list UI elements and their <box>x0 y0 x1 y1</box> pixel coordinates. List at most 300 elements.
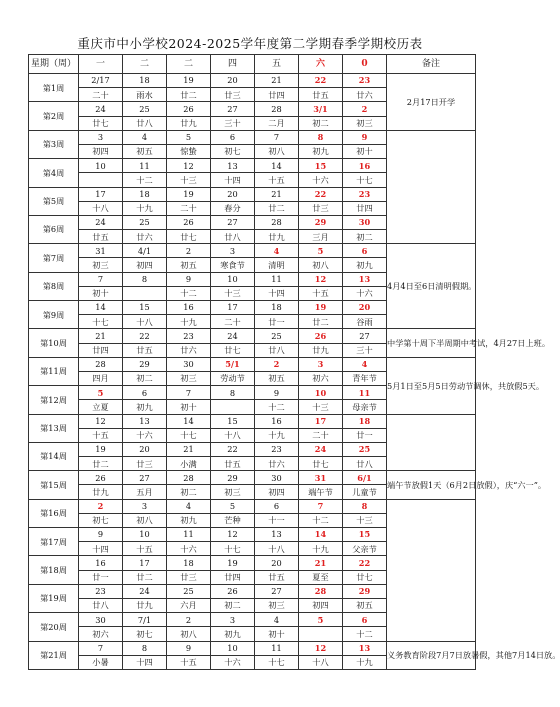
lunar-date: 十二 <box>123 173 167 187</box>
day-date: 13 <box>211 159 255 173</box>
day-date: 17 <box>211 301 255 315</box>
day-date: 6 <box>343 613 387 627</box>
day-date: 3 <box>299 357 343 371</box>
day-date: 19 <box>299 301 343 315</box>
day-date: 24 <box>79 215 123 229</box>
lunar-date: 六月 <box>167 598 211 612</box>
note-cell: 2月17日开学 <box>387 74 476 131</box>
lunar-date: 廿九 <box>123 598 167 612</box>
day-date: 26 <box>299 329 343 343</box>
lunar-date: 廿七 <box>79 116 123 130</box>
day-date: 6 <box>343 244 387 258</box>
lunar-date: 十六 <box>299 173 343 187</box>
day-date: 3/1 <box>299 102 343 116</box>
lunar-date: 初九 <box>167 513 211 527</box>
week-label: 第12周 <box>29 386 79 414</box>
lunar-date: 初八 <box>123 513 167 527</box>
day-date: 22 <box>299 187 343 201</box>
day-date: 21 <box>255 187 299 201</box>
day-date: 26 <box>167 102 211 116</box>
lunar-date: 十九 <box>299 542 343 556</box>
day-date: 11 <box>255 641 299 655</box>
day-date: 15 <box>123 301 167 315</box>
day-date: 9 <box>167 272 211 286</box>
lunar-date: 廿四 <box>79 343 123 357</box>
day-date: 28 <box>255 215 299 229</box>
week-label: 第17周 <box>29 528 79 556</box>
lunar-date: 三月 <box>299 230 343 244</box>
day-date: 27 <box>255 584 299 598</box>
day-date: 15 <box>343 528 387 542</box>
lunar-date: 父亲节 <box>343 542 387 556</box>
week-label: 第6周 <box>29 215 79 243</box>
day-date: 19 <box>79 442 123 456</box>
week-label: 第19周 <box>29 584 79 612</box>
day-date: 19 <box>211 556 255 570</box>
lunar-date: 初五 <box>123 144 167 158</box>
day-date: 23 <box>343 74 387 88</box>
week-label: 第5周 <box>29 187 79 215</box>
week-row-dates <box>29 414 476 428</box>
day-date: 10 <box>211 641 255 655</box>
day-date: 9 <box>167 641 211 655</box>
day-date: 23 <box>79 584 123 598</box>
lunar-date: 初七 <box>79 513 123 527</box>
lunar-date: 儿童节 <box>343 485 387 499</box>
lunar-date: 二十 <box>167 201 211 215</box>
week-label: 第9周 <box>29 301 79 329</box>
lunar-date: 初三 <box>343 116 387 130</box>
day-date: 27 <box>211 215 255 229</box>
week-row-dates <box>29 130 476 144</box>
day-date: 23 <box>255 442 299 456</box>
lunar-date: 初七 <box>123 627 167 641</box>
lunar-date: 寒食节 <box>211 258 255 272</box>
day-date: 15 <box>299 159 343 173</box>
lunar-date: 廿四 <box>255 88 299 102</box>
lunar-date: 廿六 <box>343 88 387 102</box>
lunar-date: 劳动节 <box>211 371 255 385</box>
day-date: 21 <box>255 74 299 88</box>
day-date: 8 <box>211 386 255 400</box>
page-title: 重庆市中小学校2024-2025学年度第二学期春季学期校历表 <box>77 36 423 51</box>
lunar-date: 十八 <box>123 315 167 329</box>
day-date: 12 <box>299 641 343 655</box>
day-date: 18 <box>123 74 167 88</box>
day-date: 4 <box>255 613 299 627</box>
day-date: 18 <box>167 556 211 570</box>
header-thu: 四 <box>211 55 255 74</box>
school-calendar-table <box>28 54 560 670</box>
lunar-date: 十四 <box>123 655 167 669</box>
week-label: 第18周 <box>29 556 79 584</box>
day-date: 16 <box>167 301 211 315</box>
week-row-dates <box>29 357 476 371</box>
day-date: 21 <box>167 442 211 456</box>
day-date: 4 <box>167 499 211 513</box>
week-row-dates <box>29 499 476 513</box>
lunar-date: 廿七 <box>211 343 255 357</box>
day-date: 5/1 <box>211 357 255 371</box>
day-date: 23 <box>167 329 211 343</box>
day-date: 27 <box>343 329 387 343</box>
day-date: 6 <box>211 130 255 144</box>
header-wed: 二 <box>167 55 211 74</box>
day-date: 9 <box>343 130 387 144</box>
day-date: 18 <box>123 187 167 201</box>
day-date: 27 <box>123 471 167 485</box>
day-date: 22 <box>123 329 167 343</box>
lunar-date: 三十 <box>343 343 387 357</box>
lunar-date: 廿七 <box>343 570 387 584</box>
week-label: 第1周 <box>29 74 79 102</box>
day-date: 5 <box>167 130 211 144</box>
lunar-date: 三十 <box>211 116 255 130</box>
day-date: 7 <box>167 386 211 400</box>
day-date: 21 <box>299 556 343 570</box>
day-date: 4/1 <box>123 244 167 258</box>
day-date: 9 <box>79 528 123 542</box>
lunar-date: 廿二 <box>255 201 299 215</box>
day-date: 10 <box>299 386 343 400</box>
lunar-date: 十八 <box>299 655 343 669</box>
lunar-date: 谷雨 <box>343 315 387 329</box>
day-date: 15 <box>211 414 255 428</box>
day-date: 2 <box>79 499 123 513</box>
day-date: 14 <box>79 301 123 315</box>
day-date: 11 <box>123 159 167 173</box>
day-date: 4 <box>123 130 167 144</box>
day-date: 11 <box>343 386 387 400</box>
note-cell: 5月1日至5月5日劳动节调休，共放假5天。 <box>387 357 476 414</box>
note-cell <box>387 499 476 641</box>
lunar-date: 十六 <box>167 542 211 556</box>
lunar-date: 十七 <box>167 428 211 442</box>
lunar-date: 廿四 <box>343 201 387 215</box>
note-cell: 4月4日至6日清明假期。 <box>387 244 476 329</box>
day-date: 25 <box>123 215 167 229</box>
lunar-date: 十七 <box>343 173 387 187</box>
day-date: 29 <box>211 471 255 485</box>
day-date: 20 <box>343 301 387 315</box>
lunar-date: 廿九 <box>299 343 343 357</box>
day-date: 22 <box>211 442 255 456</box>
lunar-date: 十八 <box>211 428 255 442</box>
lunar-date: 十七 <box>79 315 123 329</box>
week-label: 第15周 <box>29 471 79 499</box>
day-date: 13 <box>343 641 387 655</box>
lunar-date: 十四 <box>79 542 123 556</box>
day-date: 27 <box>211 102 255 116</box>
lunar-date: 廿五 <box>299 88 343 102</box>
lunar-date: 廿五 <box>255 570 299 584</box>
lunar-date: 初十 <box>255 627 299 641</box>
lunar-date: 初三 <box>255 598 299 612</box>
note-cell: 中学第十周下半周期中考试，4月27日上班。 <box>387 329 476 357</box>
day-date: 29 <box>299 215 343 229</box>
day-date: 10 <box>211 272 255 286</box>
lunar-date: 初三 <box>79 258 123 272</box>
day-date: 22 <box>299 74 343 88</box>
day-date: 10 <box>79 159 123 173</box>
day-date: 20 <box>255 556 299 570</box>
header-sat: 六 <box>299 55 343 74</box>
day-date: 2 <box>167 244 211 258</box>
day-date: 10 <box>123 528 167 542</box>
lunar-date: 廿二 <box>123 570 167 584</box>
day-date: 24 <box>123 584 167 598</box>
day-date: 30 <box>255 471 299 485</box>
day-date: 18 <box>343 414 387 428</box>
week-label: 第4周 <box>29 159 79 187</box>
day-date: 28 <box>167 471 211 485</box>
lunar-date: 十九 <box>167 315 211 329</box>
week-label: 第3周 <box>29 130 79 158</box>
lunar-date: 十五 <box>299 286 343 300</box>
lunar-date: 夏至 <box>299 570 343 584</box>
day-date: 7/1 <box>123 613 167 627</box>
lunar-date: 十一 <box>255 513 299 527</box>
lunar-date: 二月 <box>255 116 299 130</box>
lunar-date: 廿五 <box>79 230 123 244</box>
day-date: 8 <box>299 130 343 144</box>
lunar-date: 廿三 <box>299 201 343 215</box>
day-date: 7 <box>79 641 123 655</box>
lunar-date: 十五 <box>123 542 167 556</box>
week-label: 第11周 <box>29 357 79 385</box>
lunar-date: 廿一 <box>255 315 299 329</box>
lunar-date: 初八 <box>167 627 211 641</box>
day-date: 16 <box>255 414 299 428</box>
lunar-date: 初九 <box>299 144 343 158</box>
lunar-date: 十九 <box>255 428 299 442</box>
lunar-date: 小满 <box>167 457 211 471</box>
day-date: 7 <box>255 130 299 144</box>
week-label: 第16周 <box>29 499 79 527</box>
day-date: 8 <box>123 641 167 655</box>
day-date: 30 <box>79 613 123 627</box>
lunar-date: 廿六 <box>123 230 167 244</box>
day-date: 25 <box>255 329 299 343</box>
lunar-date: 四月 <box>79 371 123 385</box>
day-date: 26 <box>167 215 211 229</box>
lunar-date: 十八 <box>79 201 123 215</box>
lunar-date: 廿八 <box>211 230 255 244</box>
header-week: 星期（周） <box>29 55 79 74</box>
lunar-date: 初八 <box>299 258 343 272</box>
note-cell: 端午节放假1天（6月2日放假），庆“六一”。 <box>387 471 476 499</box>
lunar-date <box>123 286 167 300</box>
lunar-date: 二十 <box>79 88 123 102</box>
lunar-date: 廿六 <box>167 343 211 357</box>
week-row-dates <box>29 74 476 88</box>
week-label: 第8周 <box>29 272 79 300</box>
lunar-date: 芒种 <box>211 513 255 527</box>
lunar-date: 十六 <box>123 428 167 442</box>
lunar-date: 十三 <box>167 173 211 187</box>
note-cell <box>387 130 476 244</box>
day-date: 5 <box>299 244 343 258</box>
day-date: 6/1 <box>343 471 387 485</box>
day-date: 11 <box>167 528 211 542</box>
lunar-date: 初九 <box>343 258 387 272</box>
day-date: 18 <box>255 301 299 315</box>
lunar-date: 十七 <box>211 542 255 556</box>
lunar-date: 初十 <box>79 286 123 300</box>
lunar-date: 十五 <box>79 428 123 442</box>
lunar-date: 母亲节 <box>343 400 387 414</box>
header-tue: 二 <box>123 55 167 74</box>
lunar-date: 初八 <box>255 144 299 158</box>
lunar-date: 二十 <box>299 428 343 442</box>
lunar-date: 廿九 <box>79 485 123 499</box>
lunar-date: 十四 <box>211 173 255 187</box>
day-date: 28 <box>255 102 299 116</box>
lunar-date: 廿一 <box>79 570 123 584</box>
lunar-date: 二十 <box>211 315 255 329</box>
day-date: 13 <box>123 414 167 428</box>
lunar-date: 廿三 <box>167 570 211 584</box>
lunar-date: 春分 <box>211 201 255 215</box>
lunar-date: 廿六 <box>255 457 299 471</box>
lunar-date: 初二 <box>343 230 387 244</box>
lunar-date: 廿八 <box>255 343 299 357</box>
lunar-date: 十六 <box>211 655 255 669</box>
lunar-date: 廿八 <box>123 116 167 130</box>
day-date: 5 <box>299 613 343 627</box>
day-date: 2 <box>255 357 299 371</box>
lunar-date: 廿三 <box>123 457 167 471</box>
day-date: 8 <box>123 272 167 286</box>
day-date: 29 <box>343 584 387 598</box>
lunar-date: 初二 <box>299 116 343 130</box>
lunar-date: 十九 <box>343 655 387 669</box>
lunar-date: 廿一 <box>343 428 387 442</box>
day-date: 25 <box>343 442 387 456</box>
day-date: 8 <box>343 499 387 513</box>
lunar-date: 初十 <box>167 400 211 414</box>
day-date: 16 <box>79 556 123 570</box>
day-date: 23 <box>343 187 387 201</box>
day-date: 11 <box>255 272 299 286</box>
header-sun: 0 <box>343 55 387 74</box>
lunar-date: 十二 <box>167 286 211 300</box>
lunar-date: 廿七 <box>167 230 211 244</box>
lunar-date: 初七 <box>211 144 255 158</box>
lunar-date: 雨水 <box>123 88 167 102</box>
week-row-dates <box>29 244 476 258</box>
lunar-date: 初二 <box>167 485 211 499</box>
day-date: 24 <box>79 102 123 116</box>
note-cell <box>387 414 476 471</box>
lunar-date <box>79 173 123 187</box>
lunar-date: 初九 <box>123 400 167 414</box>
lunar-date: 廿二 <box>167 88 211 102</box>
day-date: 20 <box>211 187 255 201</box>
day-date: 30 <box>343 215 387 229</box>
day-date: 14 <box>299 528 343 542</box>
day-date: 19 <box>167 74 211 88</box>
lunar-date: 廿八 <box>79 598 123 612</box>
week-label: 第7周 <box>29 244 79 272</box>
lunar-date: 十六 <box>343 286 387 300</box>
lunar-date: 十二 <box>343 627 387 641</box>
day-date: 12 <box>211 528 255 542</box>
lunar-date: 十三 <box>343 513 387 527</box>
lunar-date: 初四 <box>255 485 299 499</box>
lunar-date: 立夏 <box>79 400 123 414</box>
day-date: 3 <box>123 499 167 513</box>
lunar-date: 初二 <box>123 371 167 385</box>
day-date: 16 <box>343 159 387 173</box>
week-row-dates <box>29 641 476 655</box>
lunar-date: 十四 <box>255 286 299 300</box>
lunar-date: 初五 <box>343 598 387 612</box>
lunar-date: 清明 <box>255 258 299 272</box>
lunar-date: 初五 <box>255 371 299 385</box>
day-date: 20 <box>123 442 167 456</box>
lunar-date: 小暑 <box>79 655 123 669</box>
day-date: 3 <box>211 613 255 627</box>
week-label: 第20周 <box>29 613 79 641</box>
day-date: 21 <box>79 329 123 343</box>
day-date: 9 <box>255 386 299 400</box>
day-date: 24 <box>211 329 255 343</box>
lunar-date: 初十 <box>343 144 387 158</box>
day-date: 20 <box>211 74 255 88</box>
day-date: 17 <box>299 414 343 428</box>
week-row-dates <box>29 329 476 343</box>
week-label: 第14周 <box>29 442 79 470</box>
header-mon: 一 <box>79 55 123 74</box>
lunar-date: 廿五 <box>211 457 255 471</box>
day-date: 7 <box>79 272 123 286</box>
day-date: 25 <box>123 102 167 116</box>
day-date: 30 <box>167 357 211 371</box>
day-date: 5 <box>211 499 255 513</box>
day-date: 5 <box>79 386 123 400</box>
day-date: 2 <box>167 613 211 627</box>
lunar-date: 初五 <box>167 258 211 272</box>
lunar-date: 初四 <box>299 598 343 612</box>
lunar-date: 廿五 <box>123 343 167 357</box>
week-row-dates <box>29 471 476 485</box>
lunar-date: 廿二 <box>299 315 343 329</box>
day-date: 25 <box>167 584 211 598</box>
lunar-date: 初六 <box>79 627 123 641</box>
day-date: 13 <box>255 528 299 542</box>
day-date: 6 <box>255 499 299 513</box>
day-date: 4 <box>343 357 387 371</box>
lunar-date: 十五 <box>255 173 299 187</box>
lunar-date: 十五 <box>167 655 211 669</box>
week-label: 第21周 <box>29 641 79 669</box>
day-date: 14 <box>167 414 211 428</box>
lunar-date: 十九 <box>123 201 167 215</box>
day-date: 31 <box>299 471 343 485</box>
header-fri: 五 <box>255 55 299 74</box>
lunar-date: 廿七 <box>299 457 343 471</box>
lunar-date: 青年节 <box>343 371 387 385</box>
lunar-date: 廿二 <box>79 457 123 471</box>
day-date: 17 <box>123 556 167 570</box>
header-notes: 备注 <box>387 55 476 74</box>
day-date: 28 <box>79 357 123 371</box>
lunar-date: 廿八 <box>343 457 387 471</box>
lunar-date: 初三 <box>211 485 255 499</box>
day-date: 4 <box>255 244 299 258</box>
day-date: 12 <box>299 272 343 286</box>
